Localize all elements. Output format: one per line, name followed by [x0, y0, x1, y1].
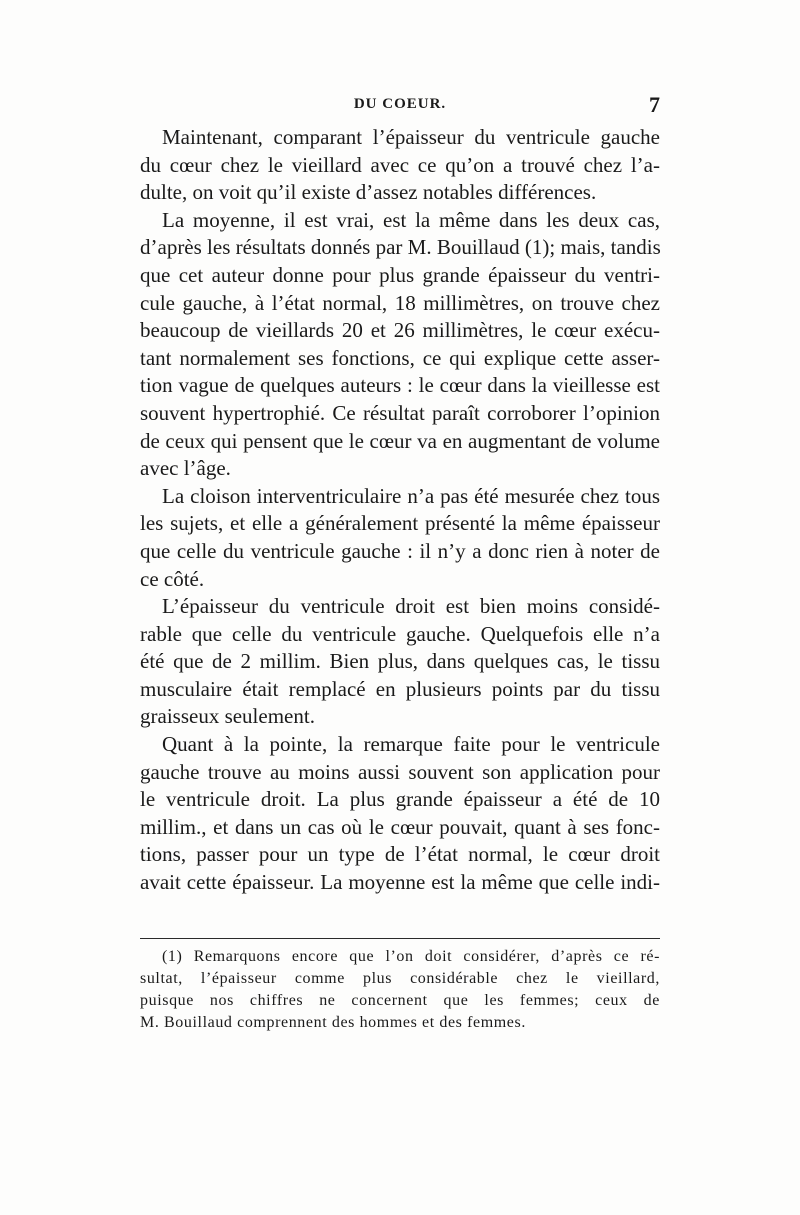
paragraph-1: [140, 124, 660, 207]
body-text: [140, 124, 660, 897]
text-line: ce côté.: [140, 566, 205, 591]
text-line: musculaire était remplacé en plusieurs points par du tissu: [140, 676, 660, 701]
text-line: tion vague de quelques auteurs : le cœur dans la vieillesse est: [140, 373, 660, 398]
text-line: le ventricule droit. La plus grande épaisseur a été de 10: [140, 787, 660, 812]
text-line: été que de 2 millim. Bien plus, dans quelques cas, le tissu: [140, 649, 660, 674]
text-line: avait cette épaisseur. La moyenne est la même que celle indi-: [140, 870, 660, 895]
text-line: cule gauche, à l’état normal, 18 millimètres, on trouve chez: [140, 290, 660, 315]
text-line: graisseux seulement.: [140, 704, 315, 729]
paragraph-3: [140, 483, 660, 593]
footnote-line: puisque nos chiffres ne concernent que les femmes; ceux de: [140, 992, 660, 1009]
text-line: du cœur chez le vieillard avec ce qu’on a trouvé chez l’a-: [140, 152, 660, 177]
text-line: gauche trouve au moins aussi souvent son application pour: [140, 759, 660, 784]
text-line: d’après les résultats donnés par M. Bouillaud (1); mais, tandis: [140, 235, 661, 260]
running-title: DU COEUR.: [353, 96, 447, 112]
text-line: Maintenant, comparant l’épaisseur du ventricule gauche: [162, 125, 660, 149]
text-line: que cet auteur donne pour plus grande épaisseur du ventri-: [140, 262, 660, 287]
text-line: souvent hypertrophié. Ce résultat paraît corroborer l’opinion: [140, 400, 660, 425]
text-line: L’épaisseur du ventricule droit est bien moins considé-: [162, 594, 660, 619]
footnote-line: M. Bouillaud comprennent des hommes et des femmes.: [140, 1014, 526, 1031]
paragraph-4: [140, 593, 660, 731]
footnote: [140, 946, 660, 1034]
text-line: que celle du ventricule gauche : il n’y a donc rien à noter de: [140, 538, 660, 563]
text-line: dulte, on voit qu’il existe d’assez notables différences.: [140, 180, 597, 205]
footnote-line: sultat, l’épaisseur comme plus considérable chez le vieillard,: [140, 970, 660, 987]
page-number: 7: [649, 92, 660, 117]
paragraph-2: [140, 207, 660, 483]
paragraph-5: [140, 731, 660, 897]
text-line: tant normalement ses fonctions, ce qui explique cette asser-: [140, 345, 660, 370]
text-line: millim., et dans un cas où le cœur pouvait, quant à ses fonc-: [140, 814, 660, 839]
text-line: La moyenne, il est vrai, est la même dans les deux cas,: [162, 207, 660, 232]
text-line: de ceux qui pensent que le cœur va en augmentant de volume: [140, 428, 660, 453]
footnote-divider: [140, 938, 660, 939]
text-line: rable que celle du ventricule gauche. Quelquefois elle n’a: [140, 621, 660, 646]
text-line: Quant à la pointe, la remarque faite pour le ventricule: [162, 732, 660, 757]
text-line: tions, passer pour un type de l’état normal, le cœur droit: [140, 842, 660, 867]
text-line: beaucoup de vieillards 20 et 26 millimètres, le cœur exécu-: [140, 318, 660, 343]
text-line: La cloison interventriculaire n’a pas été mesurée chez tous: [162, 483, 660, 508]
text-line: avec l’âge.: [140, 456, 231, 481]
text-line: les sujets, et elle a généralement présenté la même épaisseur: [140, 511, 660, 536]
running-head: [140, 92, 660, 120]
footnote-line: (1) Remarquons encore que l’on doit considérer, d’après ce ré-: [162, 948, 660, 965]
